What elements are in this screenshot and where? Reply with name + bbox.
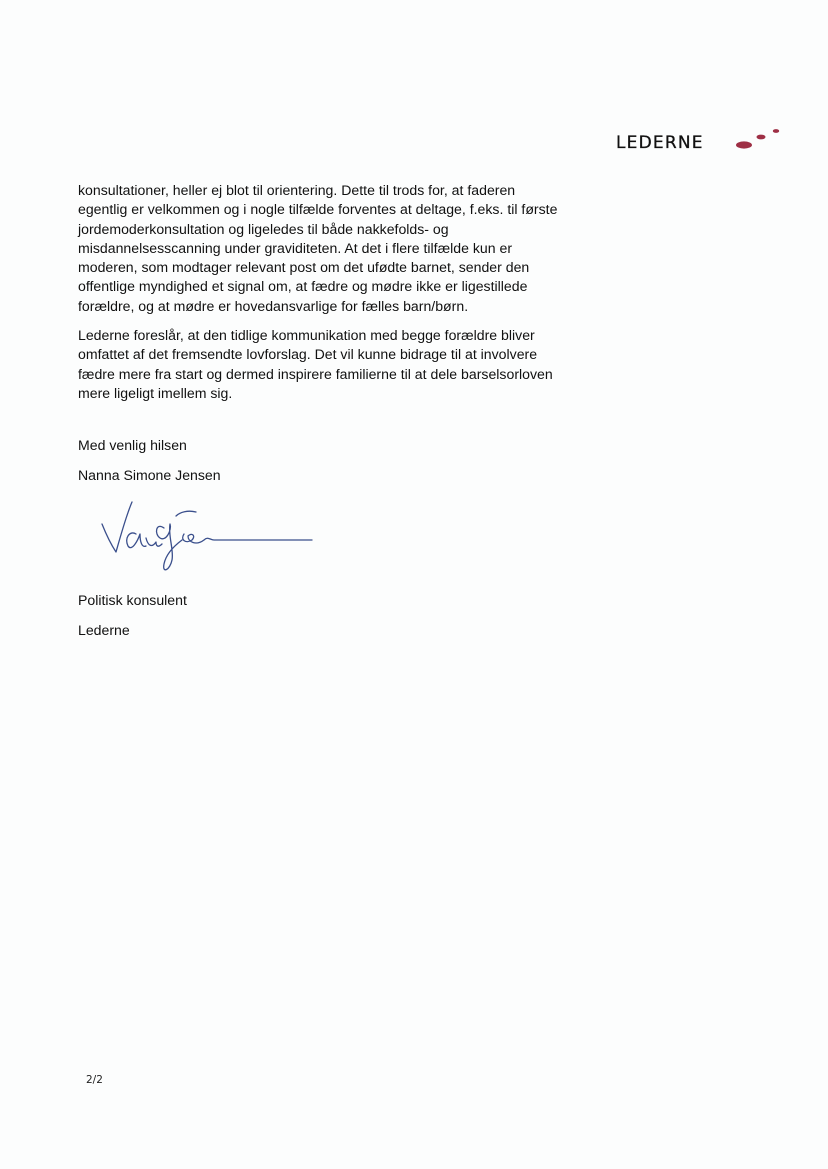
text-line: jordemoderkonsultation og ligeledes til både nakkefolds- og bbox=[78, 220, 449, 237]
text-line: fædre mere fra start og dermed inspirere familierne til at dele barselsorloven bbox=[78, 365, 553, 382]
lederne-logo bbox=[616, 126, 786, 156]
text-line: moderen, som modtager relevant post om det ufødte barnet, sender den bbox=[78, 259, 530, 276]
text-line: mere ligeligt imellem sig. bbox=[78, 384, 233, 401]
handwritten-signature bbox=[92, 494, 322, 576]
sender-title: Politisk konsulent bbox=[78, 592, 187, 608]
logo-dots-icon bbox=[734, 126, 786, 156]
text-line: offentlige myndighed et signal om, at fædre og mødre ikke er ligestillede bbox=[78, 278, 528, 295]
text-line: konsultationer, heller ej blot til orientering. Dette til trods for, at faderen bbox=[78, 182, 516, 198]
letter-body bbox=[78, 181, 598, 413]
sender-name: Nanna Simone Jensen bbox=[78, 467, 221, 483]
text-line: forældre, og at mødre er hovedansvarlige for fælles barn/børn. bbox=[78, 297, 469, 314]
text-line: egentlig er velkommen og i nogle tilfælde forventes at deltage, f.eks. til første bbox=[78, 201, 558, 218]
paragraph-1 bbox=[78, 181, 598, 316]
page-number: 2/2 bbox=[86, 1074, 103, 1086]
closing-greeting: Med venlig hilsen bbox=[78, 437, 187, 453]
sender-organization: Lederne bbox=[78, 622, 130, 638]
logo-wordmark: LEDERNE bbox=[616, 133, 704, 153]
text-line: Lederne foreslår, at den tidlige kommunikation med begge forældre bliver bbox=[78, 327, 535, 344]
text-line: misdannelsesscanning under graviditeten. At det i flere tilfælde kun er bbox=[78, 239, 513, 256]
paragraph-2 bbox=[78, 326, 598, 403]
text-line: omfattet af det fremsendte lovforslag. Det vil kunne bidrage til at involvere bbox=[78, 346, 538, 363]
